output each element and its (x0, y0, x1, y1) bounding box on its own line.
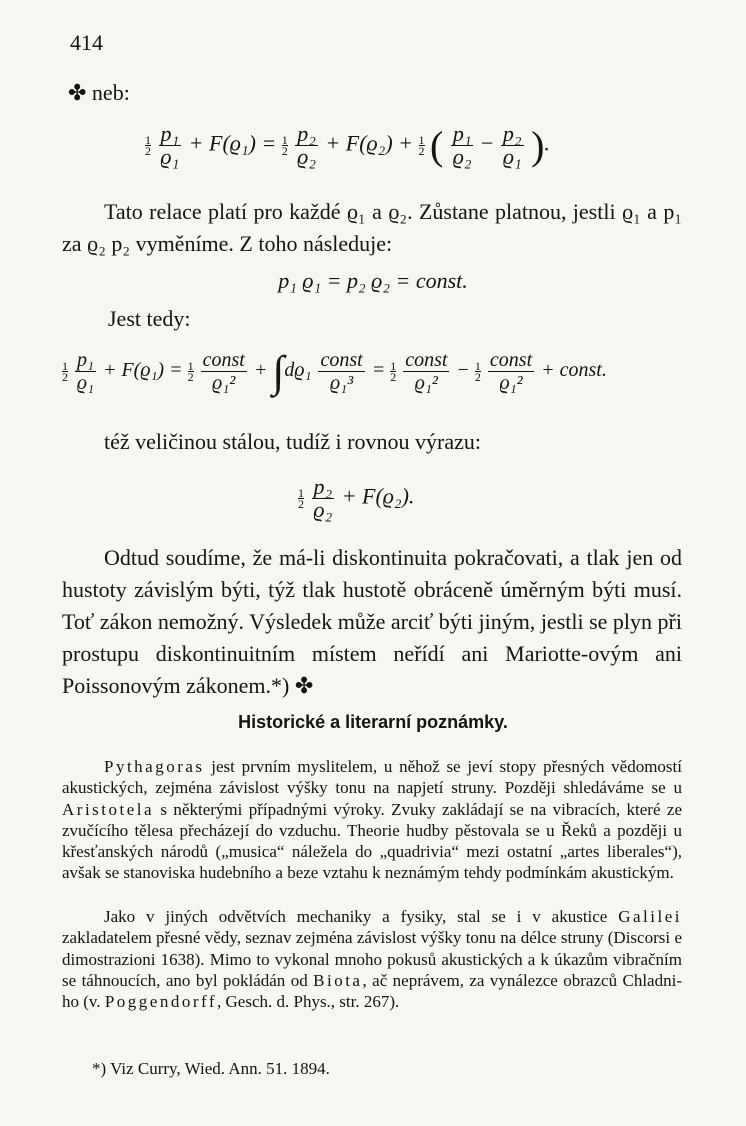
fraction-p2-rho2: $\frac{\text{p₂}}{\text{ϱ₂}}$ (297, 121, 316, 169)
half-fraction: $\frac{1}{2}$ (281, 133, 288, 158)
half-fraction: $\frac{1}{2}$ (145, 133, 151, 158)
jest-tedy-label: Jest tedy: (108, 306, 191, 331)
footnote: *) Viz Curry, Wied. Ann. 51. 1894. (92, 1059, 330, 1078)
equation-2: p₁ ϱ₁ = p₂ ϱ₂ = const. (278, 268, 468, 293)
equation-1: $\frac{1}{2}$ $\frac{\text{p₁}}{\text{ϱ₁}}$ + F(ϱ₁) = $\frac{1}{2}$ $\frac{\text{p₂}}{\text{ϱ₂}}$ + F(ϱ₂) + $\frac{1}{2}$ ( $\frac{\text{p₁}}{\text{ϱ₂}}$ − $\frac{\text{p₂}}{\text{ϱ₁}}$ ). (145, 121, 550, 169)
history-paragraph-1: Pythagoras jest prvním myslitelem, u něhož se jeví stopy přesných vědomostí akustických, zejména závislost výšky tonu na napjetí struny. Později shledáváme se u Aristotela s některými případnými výroky. Zvuky zakládají se na vibracích, které ze zvučícího tělesa přecházejí do vzduchu. Theorie hudby pěstovala se u Řeků a později u křesťanských národů („musica“ náležela do „quadrivia“ mezi ostatní „artes liberales“), avšak se stanoviska hudebního a beze vztahu k neznámým tehdy podmínkám akustickým. (62, 757, 682, 883)
fraction-p1-rho2: $\frac{\text{p₁}}{\text{ϱ₂}}$ (452, 121, 472, 169)
paragraph-relation: Tato relace platí pro každé ϱ₁ a ϱ₂. Zůstane platnou, jestli ϱ₁ a p₁ za ϱ₂ p₂ vyměníme. Z toho následuje: (62, 199, 682, 256)
history-paragraph-2: Jako v jiných odvětvích mechaniky a fysiky, stal se i v akustice Galilei zakladatelem přesné vědy, seznav zejména závislost výšky tonu na délce struny (Discorsi e dimostrazioni 1638). Mimo to vykonal mnoho pokusů akustických a k úkazům vibračním se táhnoucích, ano byl pokládán od Biota, ač neprávem, za vynálezce obrazců Chladni-ho (v. Poggendorff, Gesch. d. Phys., str. 267). (62, 907, 682, 1012)
fraction-p2-rho1: $\frac{\text{p₂}}{\text{ϱ₁}}$ (502, 121, 522, 169)
equation-3: $\frac{1}{2}$ $\frac{\text{p₁}}{\text{ϱ₁}}$ + F(ϱ₁) = $\frac{1}{2}$ $\frac{\text{const}}{\text{ϱ₁²}}$ + ∫dϱ₁ $\frac{\text{const}}{\text{ϱ₁³}}$ = $\frac{1}{2}$ $\frac{\text{const}}{\text{ϱ₁²}}$ − $\frac{1}{2}$ $\frac{\text{const}}{\text{ϱ₁²}}$ + const. (62, 347, 607, 396)
page-number: 414 (70, 30, 103, 55)
half-fraction: $\frac{1}{2}$ (418, 133, 425, 158)
equation-4: $\frac{1}{2}$ $\frac{\text{p₂}}{\text{ϱ₂}}$ + F(ϱ₂). (298, 474, 415, 522)
paragraph-conclusion: Odtud soudíme, že má-li diskontinuita pokračovati, a tlak jen od hustoty závislým býti, týž tlak hustotě obráceně úměrným býti musí. Toť zákon nemožný. Výsledek může arciť býti jiným, jestli se plyn při prostupu diskontinuitním místem neřídí ani Mariotte-ovým ani Poissonovým zákonem.*) ✤ (62, 545, 682, 698)
section-heading: Historické a literarní poznámky. (238, 712, 508, 732)
fraction-p1-rho1: $\frac{\text{p₁}}{\text{ϱ₁}}$ (160, 121, 180, 169)
intro-label: ✤ neb: (68, 80, 130, 105)
paragraph-constant: též veličinou stálou, tudíž i rovnou výrazu: (104, 429, 481, 454)
